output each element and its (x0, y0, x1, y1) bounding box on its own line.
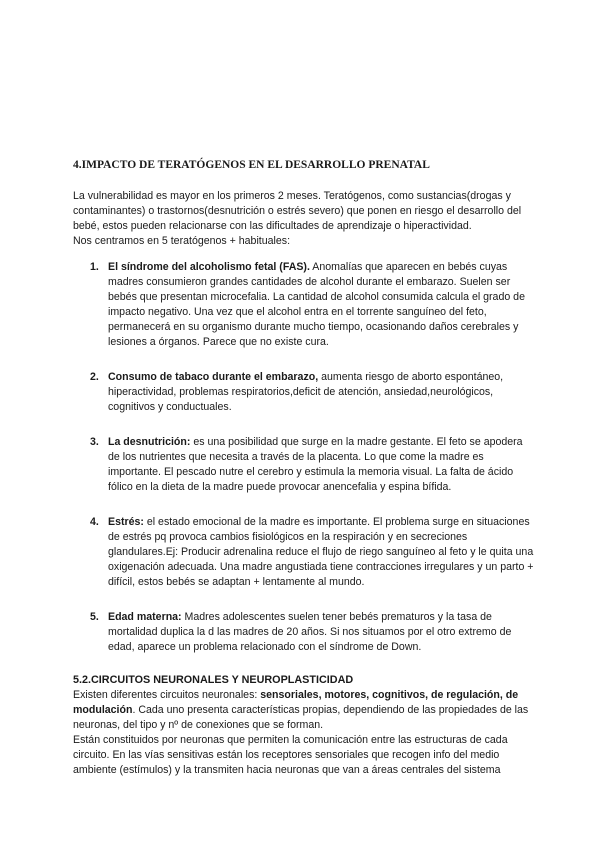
document-page (73, 158, 535, 778)
teratogen-list (73, 260, 535, 655)
item-number: 2. (90, 371, 99, 383)
item-number: 5. (90, 611, 99, 623)
section-5-2-paragraph-2: Están constituidos por neuronas que permiten la comunicación entre las estructuras de cada circuito. En las vías sensitivas están los receptores sensoriales que recogen info del medio ambiente (estímulos) y la transmiten hacia neuronas que van a áreas centrales del sistema (73, 734, 508, 776)
item-number: 4. (90, 516, 99, 528)
item-number: 1. (90, 261, 99, 273)
section-4-intro: La vulnerabilidad es mayor en los primeros 2 meses. Teratógenos, como sustancias(drogas y contaminantes) o trastornos(desnutrición o estrés severo) que ponen en riesgo el desarrollo del bebé, estos pueden relacionarse con las dificultades de aprendizaje o hiperactividad. (73, 190, 522, 232)
section-5-2-paragraph-1 (73, 688, 535, 733)
section-4-intro-2: Nos centramos en 5 teratógenos + habituales: (73, 235, 291, 247)
item-term: Consumo de tabaco durante el embarazo, (108, 371, 319, 383)
circuit-types: sensoriales, motores, cognitivos, de regulación, de modulación (73, 689, 519, 716)
list-item (73, 515, 535, 590)
item-term: Edad materna: (108, 611, 182, 623)
item-number: 3. (90, 436, 99, 448)
item-term: Estrés: (108, 516, 144, 528)
section-5-2 (73, 673, 535, 778)
list-item (73, 370, 535, 415)
item-text: el estado emocional de la madre es importante. El problema surge en situaciones de estrés pq provoca cambios fisiológicos en la respiración y en secreciones glandulares.Ej: Producir adrenalina reduce el flujo de riego sanguíneo al feto y le quita una oxigenación adecuada. Una madre angustiada tiene contracciones irregulares y un parto + difícil, estos bebés se adaptan + lentamente al mundo. (108, 516, 534, 588)
list-item (73, 260, 535, 350)
item-text: es una posibilidad que surge en la madre gestante. El feto se apodera de los nutrientes que necesita a través de la placenta. Lo que come la madre es importante. El pescado nutre el cerebro y estimula la memoria visual. La falta de ácido fólico en la dieta de la madre puede provocar anencefalia y espina bífida. (108, 436, 523, 493)
paragraph-lead: Existen diferentes circuitos neuronales: (73, 689, 261, 701)
item-text: aumenta riesgo de aborto espontáneo, hiperactividad, problemas respiratorios,deficit de atención, ansiedad,neurológicos, cognitivos y conductuales. (108, 371, 504, 413)
item-text: Anomalías que aparecen en bebés cuyas madres consumieron grandes cantidades de alcohol durante el embarazo. Suelen ser bebés que presentan microcefalia. La cantidad de alcohol consumida calcula el grado de impacto negativo. Una vez que el alcohol entra en el torrente sanguíneo del feto, permanecerá en su organismo durante mucho tiempo, ocasionando daños cerebrales y lesiones a órganos. Parece que no existe cura. (108, 261, 525, 348)
section-4-title: 4.IMPACTO DE TERATÓGENOS EN EL DESARROLLO PRENATAL (73, 159, 430, 171)
item-term: La desnutrición: (108, 436, 191, 448)
item-term: El síndrome del alcoholismo fetal (FAS). (108, 261, 310, 273)
list-item (73, 435, 535, 495)
item-text: Madres adolescentes suelen tener bebés prematuros y la tasa de mortalidad duplica la d las madres de 20 años. Si nos situamos por el otro extremo de edad, aparece un problema relacionado con el síndrome de Down. (108, 611, 512, 653)
list-item (73, 610, 535, 655)
section-5-2-title: 5.2.CIRCUITOS NEURONALES Y NEUROPLASTICIDAD (73, 674, 354, 686)
paragraph-rest: . Cada uno presenta características propias, dependiendo de las propiedades de las neuronas, del tipo y nº de conexiones que se forman. (73, 704, 529, 731)
